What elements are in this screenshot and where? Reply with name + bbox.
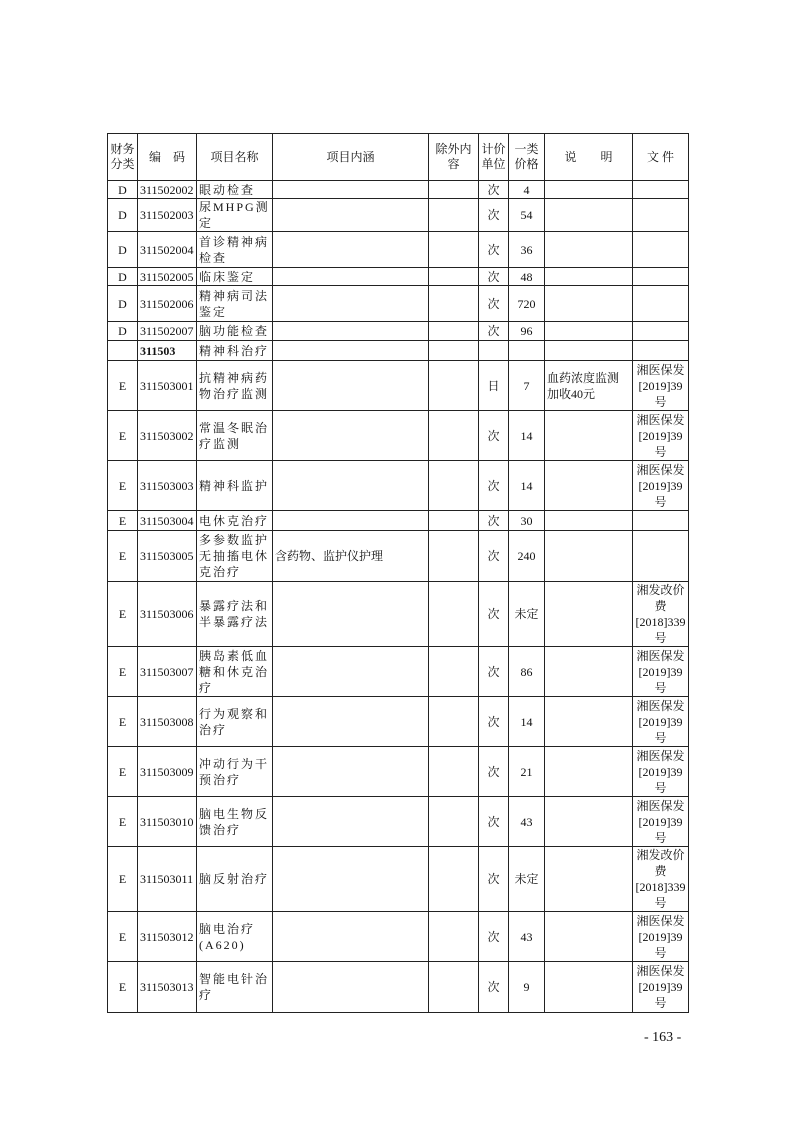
cell-excluded <box>429 341 479 361</box>
cell-excluded <box>429 461 479 511</box>
cell-price: 14 <box>509 697 545 747</box>
cell-file <box>633 322 689 341</box>
table-row <box>108 962 689 1013</box>
cell-code: 311502002 <box>138 181 197 199</box>
cell-price: 14 <box>509 411 545 461</box>
cell-category: E <box>108 511 138 531</box>
cell-category: E <box>108 647 138 697</box>
cell-excluded <box>429 912 479 962</box>
cell-file: 湘医保发[2019]39号 <box>633 411 689 461</box>
cell-code: 311502007 <box>138 322 197 341</box>
table-row <box>108 582 689 647</box>
cell-price: 未定 <box>509 582 545 647</box>
cell-content <box>273 286 429 322</box>
cell-unit: 次 <box>479 582 509 647</box>
cell-price: 43 <box>509 912 545 962</box>
cell-category: E <box>108 361 138 411</box>
cell-name: 脑电治疗(A620) <box>197 912 273 962</box>
cell-category: D <box>108 232 138 268</box>
cell-file: 湘医保发[2019]39号 <box>633 912 689 962</box>
cell-note <box>545 181 633 199</box>
cell-price: 48 <box>509 268 545 286</box>
cell-content <box>273 582 429 647</box>
cell-unit: 次 <box>479 647 509 697</box>
cell-unit: 日 <box>479 361 509 411</box>
cell-excluded <box>429 647 479 697</box>
cell-unit: 次 <box>479 461 509 511</box>
table-row <box>108 361 689 411</box>
cell-file: 湘医保发[2019]39号 <box>633 461 689 511</box>
table-row <box>108 286 689 322</box>
table-row <box>108 181 689 199</box>
table-row <box>108 847 689 912</box>
cell-category: E <box>108 461 138 511</box>
cell-code: 311503013 <box>138 962 197 1013</box>
cell-name: 尿MHPG测定 <box>197 199 273 232</box>
cell-note <box>545 582 633 647</box>
cell-code: 311502004 <box>138 232 197 268</box>
cell-excluded <box>429 511 479 531</box>
cell-price: 4 <box>509 181 545 199</box>
table-row <box>108 199 689 232</box>
table-row <box>108 912 689 962</box>
cell-note <box>545 232 633 268</box>
header-note: 说 明 <box>545 134 633 181</box>
cell-category: E <box>108 797 138 847</box>
cell-category: D <box>108 268 138 286</box>
cell-price: 7 <box>509 361 545 411</box>
cell-file: 湘发改价费[2018]339号 <box>633 847 689 912</box>
cell-content <box>273 322 429 341</box>
cell-name: 常温冬眠治疗监测 <box>197 411 273 461</box>
cell-note <box>545 797 633 847</box>
header-unit: 计价单位 <box>479 134 509 181</box>
cell-file: 湘医保发[2019]39号 <box>633 962 689 1013</box>
cell-content: 含药物、监护仪护理 <box>273 531 429 582</box>
cell-content <box>273 411 429 461</box>
cell-excluded <box>429 697 479 747</box>
cell-name: 精神科监护 <box>197 461 273 511</box>
cell-note <box>545 341 633 361</box>
cell-category: D <box>108 322 138 341</box>
cell-content <box>273 647 429 697</box>
cell-code: 311502003 <box>138 199 197 232</box>
cell-excluded <box>429 232 479 268</box>
cell-name: 智能电针治疗 <box>197 962 273 1013</box>
cell-code: 311503008 <box>138 697 197 747</box>
cell-code: 311502006 <box>138 286 197 322</box>
cell-name: 脑电生物反馈治疗 <box>197 797 273 847</box>
cell-note <box>545 531 633 582</box>
header-name: 项目名称 <box>197 134 273 181</box>
cell-price <box>509 341 545 361</box>
cell-code: 311503010 <box>138 797 197 847</box>
cell-category: D <box>108 286 138 322</box>
cell-category: E <box>108 582 138 647</box>
cell-category: E <box>108 912 138 962</box>
cell-note <box>545 411 633 461</box>
cell-content <box>273 697 429 747</box>
header-category: 财务分类 <box>108 134 138 181</box>
cell-code: 311503005 <box>138 531 197 582</box>
cell-excluded <box>429 181 479 199</box>
cell-content <box>273 962 429 1013</box>
cell-unit: 次 <box>479 199 509 232</box>
cell-content <box>273 268 429 286</box>
cell-note <box>545 697 633 747</box>
cell-name: 暴露疗法和半暴露疗法 <box>197 582 273 647</box>
cell-unit: 次 <box>479 411 509 461</box>
cell-file <box>633 199 689 232</box>
header-file: 文 件 <box>633 134 689 181</box>
cell-code: 311503 <box>138 341 197 361</box>
cell-unit: 次 <box>479 747 509 797</box>
cell-excluded <box>429 322 479 341</box>
cell-content <box>273 232 429 268</box>
cell-price: 30 <box>509 511 545 531</box>
cell-content <box>273 461 429 511</box>
cell-note <box>545 268 633 286</box>
cell-price: 43 <box>509 797 545 847</box>
cell-note <box>545 912 633 962</box>
cell-code: 311502005 <box>138 268 197 286</box>
cell-unit <box>479 341 509 361</box>
cell-unit: 次 <box>479 962 509 1013</box>
cell-note <box>545 847 633 912</box>
cell-price: 240 <box>509 531 545 582</box>
cell-file: 湘医保发[2019]39号 <box>633 797 689 847</box>
table-row <box>108 531 689 582</box>
cell-category: E <box>108 531 138 582</box>
cell-category: E <box>108 697 138 747</box>
cell-file: 湘医保发[2019]39号 <box>633 647 689 697</box>
header-code: 编 码 <box>138 134 197 181</box>
cell-file <box>633 286 689 322</box>
cell-category: E <box>108 747 138 797</box>
cell-name: 抗精神病药物治疗监测 <box>197 361 273 411</box>
page-number: - 163 - <box>644 1030 682 1045</box>
cell-file <box>633 232 689 268</box>
cell-file: 湘医保发[2019]39号 <box>633 697 689 747</box>
header-price: 一类价格 <box>509 134 545 181</box>
cell-content <box>273 361 429 411</box>
cell-unit: 次 <box>479 181 509 199</box>
table-row <box>108 511 689 531</box>
cell-excluded <box>429 747 479 797</box>
cell-note <box>545 322 633 341</box>
cell-excluded <box>429 286 479 322</box>
cell-excluded <box>429 268 479 286</box>
cell-note <box>545 511 633 531</box>
cell-name: 电休克治疗 <box>197 511 273 531</box>
cell-unit: 次 <box>479 268 509 286</box>
cell-name: 冲动行为干预治疗 <box>197 747 273 797</box>
cell-content <box>273 511 429 531</box>
table-row <box>108 697 689 747</box>
cell-note <box>545 286 633 322</box>
cell-unit: 次 <box>479 531 509 582</box>
cell-unit: 次 <box>479 912 509 962</box>
cell-price: 9 <box>509 962 545 1013</box>
table-row <box>108 747 689 797</box>
cell-excluded <box>429 962 479 1013</box>
cell-price: 86 <box>509 647 545 697</box>
cell-name: 脑功能检查 <box>197 322 273 341</box>
cell-excluded <box>429 361 479 411</box>
cell-category: E <box>108 962 138 1013</box>
table-row <box>108 461 689 511</box>
cell-category: E <box>108 411 138 461</box>
cell-excluded <box>429 199 479 232</box>
cell-price: 未定 <box>509 847 545 912</box>
cell-name: 临床鉴定 <box>197 268 273 286</box>
cell-content <box>273 797 429 847</box>
cell-unit: 次 <box>479 797 509 847</box>
cell-file <box>633 511 689 531</box>
cell-price: 96 <box>509 322 545 341</box>
cell-name: 眼动检查 <box>197 181 273 199</box>
cell-content <box>273 181 429 199</box>
cell-note <box>545 747 633 797</box>
cell-note <box>545 199 633 232</box>
table-row <box>108 232 689 268</box>
table-row <box>108 322 689 341</box>
cell-name: 行为观察和治疗 <box>197 697 273 747</box>
cell-content <box>273 847 429 912</box>
table-row <box>108 268 689 286</box>
cell-name: 精神病司法鉴定 <box>197 286 273 322</box>
table-row <box>108 797 689 847</box>
cell-code: 311503002 <box>138 411 197 461</box>
cell-category: E <box>108 847 138 912</box>
cell-file <box>633 341 689 361</box>
cell-unit: 次 <box>479 697 509 747</box>
cell-excluded <box>429 411 479 461</box>
cell-price: 54 <box>509 199 545 232</box>
cell-category: D <box>108 181 138 199</box>
cell-code: 311503007 <box>138 647 197 697</box>
cell-excluded <box>429 797 479 847</box>
cell-unit: 次 <box>479 232 509 268</box>
price-table <box>107 133 689 1013</box>
table-header <box>108 134 689 181</box>
cell-note <box>545 461 633 511</box>
cell-content <box>273 912 429 962</box>
header-content: 项目内涵 <box>273 134 429 181</box>
cell-code: 311503006 <box>138 582 197 647</box>
cell-unit: 次 <box>479 847 509 912</box>
cell-price: 21 <box>509 747 545 797</box>
cell-price: 720 <box>509 286 545 322</box>
cell-code: 311503001 <box>138 361 197 411</box>
cell-file: 湘发改价费[2018]339号 <box>633 582 689 647</box>
cell-name: 脑反射治疗 <box>197 847 273 912</box>
cell-excluded <box>429 531 479 582</box>
cell-file: 湘医保发[2019]39号 <box>633 361 689 411</box>
cell-content <box>273 747 429 797</box>
cell-note <box>545 647 633 697</box>
cell-name: 精神科治疗 <box>197 341 273 361</box>
cell-unit: 次 <box>479 286 509 322</box>
cell-price: 14 <box>509 461 545 511</box>
cell-code: 311503011 <box>138 847 197 912</box>
table-row <box>108 411 689 461</box>
cell-excluded <box>429 847 479 912</box>
cell-file <box>633 531 689 582</box>
cell-note: 血药浓度监测加收40元 <box>545 361 633 411</box>
cell-content <box>273 341 429 361</box>
cell-category <box>108 341 138 361</box>
cell-excluded <box>429 582 479 647</box>
cell-unit: 次 <box>479 511 509 531</box>
cell-name: 胰岛素低血糖和休克治疗 <box>197 647 273 697</box>
table-row <box>108 647 689 697</box>
header-excluded: 除外内容 <box>429 134 479 181</box>
cell-name: 首诊精神病检查 <box>197 232 273 268</box>
cell-file <box>633 181 689 199</box>
cell-unit: 次 <box>479 322 509 341</box>
cell-content <box>273 199 429 232</box>
cell-name: 多参数监护无抽搐电休克治疗 <box>197 531 273 582</box>
cell-code: 311503003 <box>138 461 197 511</box>
cell-price: 36 <box>509 232 545 268</box>
cell-note <box>545 962 633 1013</box>
cell-code: 311503004 <box>138 511 197 531</box>
cell-category: D <box>108 199 138 232</box>
cell-code: 311503009 <box>138 747 197 797</box>
cell-code: 311503012 <box>138 912 197 962</box>
table-row <box>108 341 689 361</box>
cell-file <box>633 268 689 286</box>
cell-file: 湘医保发[2019]39号 <box>633 747 689 797</box>
